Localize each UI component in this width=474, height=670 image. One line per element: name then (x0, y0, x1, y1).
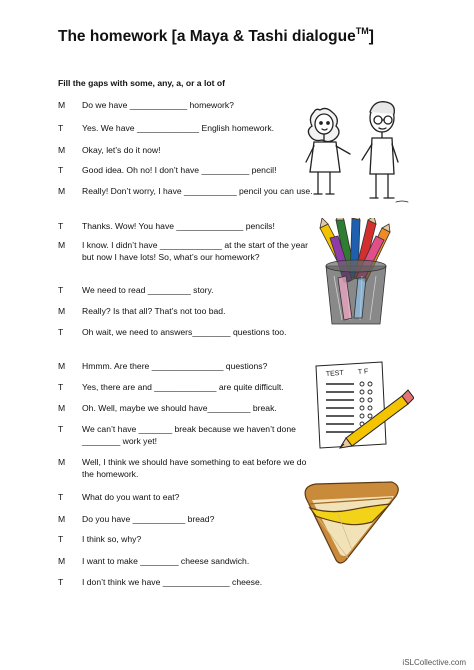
line-text: Really! Don’t worry, I have ___________ pencil you can use. (82, 186, 313, 196)
speaker: M (58, 306, 66, 316)
line-text: What do you want to eat? (82, 492, 180, 502)
line-text: I don’t think we have ______________ cheese. (82, 577, 263, 587)
speaker: T (58, 165, 64, 175)
speaker: T (58, 424, 64, 434)
line-text: Good idea. Oh no! I don’t have __________ pencil! (82, 165, 277, 175)
line-text: I want to make ________ cheese sandwich. (82, 556, 250, 566)
sandwich-illustration (298, 478, 406, 570)
speaker: M (58, 100, 66, 110)
speaker: T (58, 382, 64, 392)
speaker: M (58, 514, 66, 524)
speaker: T (58, 327, 64, 337)
speaker: T (58, 492, 64, 502)
line-text: Oh wait, we need to answers________ questions too. (82, 327, 287, 337)
line-text: Oh. Well, maybe we should have_________ break. (82, 403, 277, 413)
line-text: We can’t have _______ break because we haven’t done ________ work yet! (82, 424, 296, 446)
speaker: M (58, 556, 66, 566)
true-false-label: T F (357, 368, 369, 376)
speaker: T (58, 285, 64, 295)
kids-talking-illustration (300, 94, 420, 214)
speaker: M (58, 240, 66, 250)
test-label: TEST (325, 369, 344, 378)
line-text: Do you have ___________ bread? (82, 514, 215, 524)
line-text: Yes, there are and _____________ are quite difficult. (82, 382, 284, 392)
title-text: The homework [a Maya & Tashi dialogue (58, 28, 356, 46)
speaker: M (58, 457, 66, 467)
instruction: Fill the gaps with some, any, a, or a lot of (58, 78, 225, 88)
worksheet-title (58, 27, 374, 46)
test-sheet-illustration (310, 360, 414, 452)
line-text: Do we have ____________ homework? (82, 100, 234, 110)
line-text: Hmmm. Are there _______________ questions? (82, 361, 268, 371)
pencil-cup-illustration (312, 218, 404, 330)
speaker: T (58, 577, 64, 587)
speaker: M (58, 186, 66, 196)
trademark-sup: TM (355, 26, 369, 36)
line-text: Well, I think we should have something to eat before we do the homework. (82, 457, 307, 479)
line-text: I know. I didn’t have _____________ at the start of the year but now I have lots! So, what’s our homework? (82, 240, 308, 262)
line-text: Thanks. Wow! You have ______________ pencils! (82, 221, 275, 231)
line-text: I think so, why? (82, 534, 142, 544)
speaker: M (58, 403, 66, 413)
footer-watermark: iSLCollective.com (402, 658, 466, 667)
speaker: T (58, 534, 64, 544)
line-text: We need to read _________ story. (82, 285, 214, 295)
speaker: M (58, 361, 66, 371)
line-text: Yes. We have _____________ English homework. (82, 123, 275, 133)
line-text: Really? Is that all? That’s not too bad. (82, 306, 226, 316)
speaker: T (58, 123, 64, 133)
speaker: T (58, 221, 64, 231)
speaker: M (58, 145, 66, 155)
line-text: Okay, let’s do it now! (82, 145, 161, 155)
title-close: ] (368, 28, 374, 46)
